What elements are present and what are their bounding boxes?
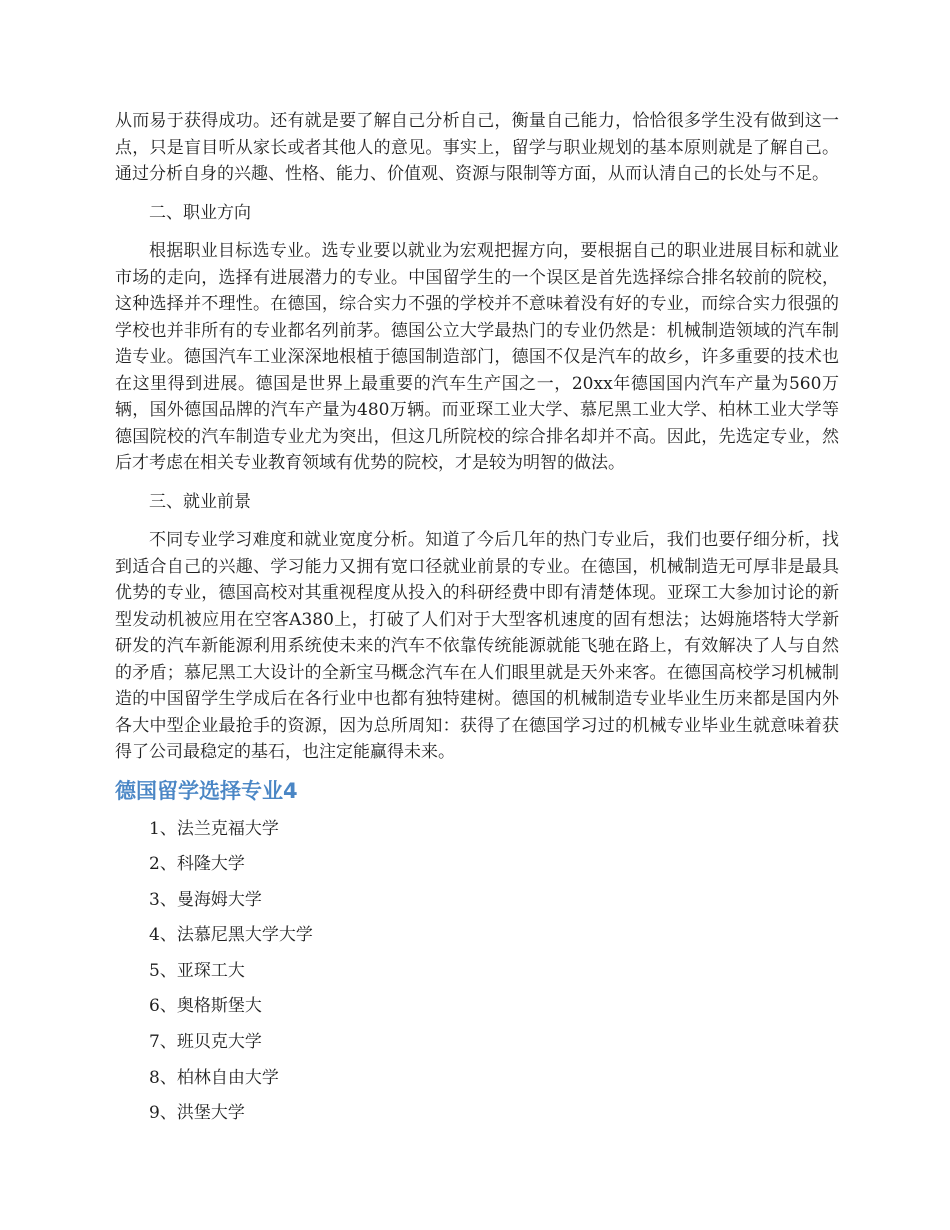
list-item: 6、奥格斯堡大 bbox=[149, 996, 262, 1017]
university-list bbox=[115, 816, 839, 1127]
list-item: 8、柏林自由大学 bbox=[149, 1067, 279, 1088]
document-page bbox=[115, 108, 839, 1136]
list-item: 3、曼海姆大学 bbox=[149, 889, 262, 910]
list-item: 5、亚琛工大 bbox=[149, 960, 245, 981]
list-item: 4、法慕尼黑大学大学 bbox=[149, 925, 313, 946]
list-item: 2、科隆大学 bbox=[149, 854, 245, 875]
employment-prospects-paragraph: 不同专业学习难度和就业宽度分析。知道了今后几年的热门专业后，我们也要仔细分析，找到适合自己的兴趣、学习能力又拥有宽口径就业前景的专业。在德国，机械制造无可厚非是最具优势的专业，德国高校对其重视程度从投入的科研经费中即有清楚体现。亚琛工大参加讨论的新型发动机被应用在空客A380上，打破了人们对于大型客机速度的固有想法；达姆施塔特大学新研发的汽车新能源利用系统使未来的汽车不依靠传统能源就能飞驰在路上，有效解决了人与自然的矛盾；慕尼黑工大设计的全新宝马概念汽车在人们眼里就是天外来客。在德国高校学习机械制造的中国留学生学成后在各行业中也都有独特建树。德国的机械制造专业毕业生历来都是国内外各大中型企业最抢手的资源，因为总所周知：获得了在德国学习过的机械专业毕业生就意味着获得了公司最稳定的基石，也注定能赢得未来。 bbox=[115, 530, 839, 762]
list-item: 7、班贝克大学 bbox=[149, 1032, 262, 1053]
list-item: 9、洪堡大学 bbox=[149, 1103, 245, 1124]
career-direction-paragraph: 根据职业目标选专业。选专业要以就业为宏观把握方向，要根据自己的职业进展目标和就业市场的走向，选择有进展潜力的专业。中国留学生的一个误区是首先选择综合排名较前的院校，这种选择并不理性。在德国，综合实力不强的学校并不意味着没有好的专业，而综合实力很强的学校也并非所有的专业都名列前茅。德国公立大学最热门的专业仍然是：机械制造领域的汽车制造专业。德国汽车工业深深地根植于德国制造部门，德国不仅是汽车的故乡，许多重要的技术也在这里得到进展。德国是世界上最重要的汽车生产国之一，20xx年德国国内汽车产量为560万辆，国外德国品牌的汽车产量为480万辆。而亚琛工业大学、慕尼黑工业大学、柏林工业大学等德国院校的汽车制造专业尤为突出，但这几所院校的综合排名却并不高。因此，先选定专业，然后才考虑在相关专业教育领域有优势的院校，才是较为明智的做法。 bbox=[115, 241, 839, 473]
section-title-employment-prospects: 三、就业前景 bbox=[149, 491, 251, 512]
list-item: 1、法兰克福大学 bbox=[149, 818, 279, 839]
section-heading-4: 德国留学选择专业4 bbox=[115, 778, 298, 803]
intro-paragraph: 从而易于获得成功。还有就是要了解自己分析自己，衡量自己能力，恰恰很多学生没有做到这一点，只是盲目听从家长或者其他人的意见。事实上，留学与职业规划的基本原则就是了解自己。通过分析自身的兴趣、性格、能力、价值观、资源与限制等方面，从而认清自己的长处与不足。 bbox=[115, 111, 839, 184]
section-title-career-direction: 二、职业方向 bbox=[149, 202, 251, 223]
